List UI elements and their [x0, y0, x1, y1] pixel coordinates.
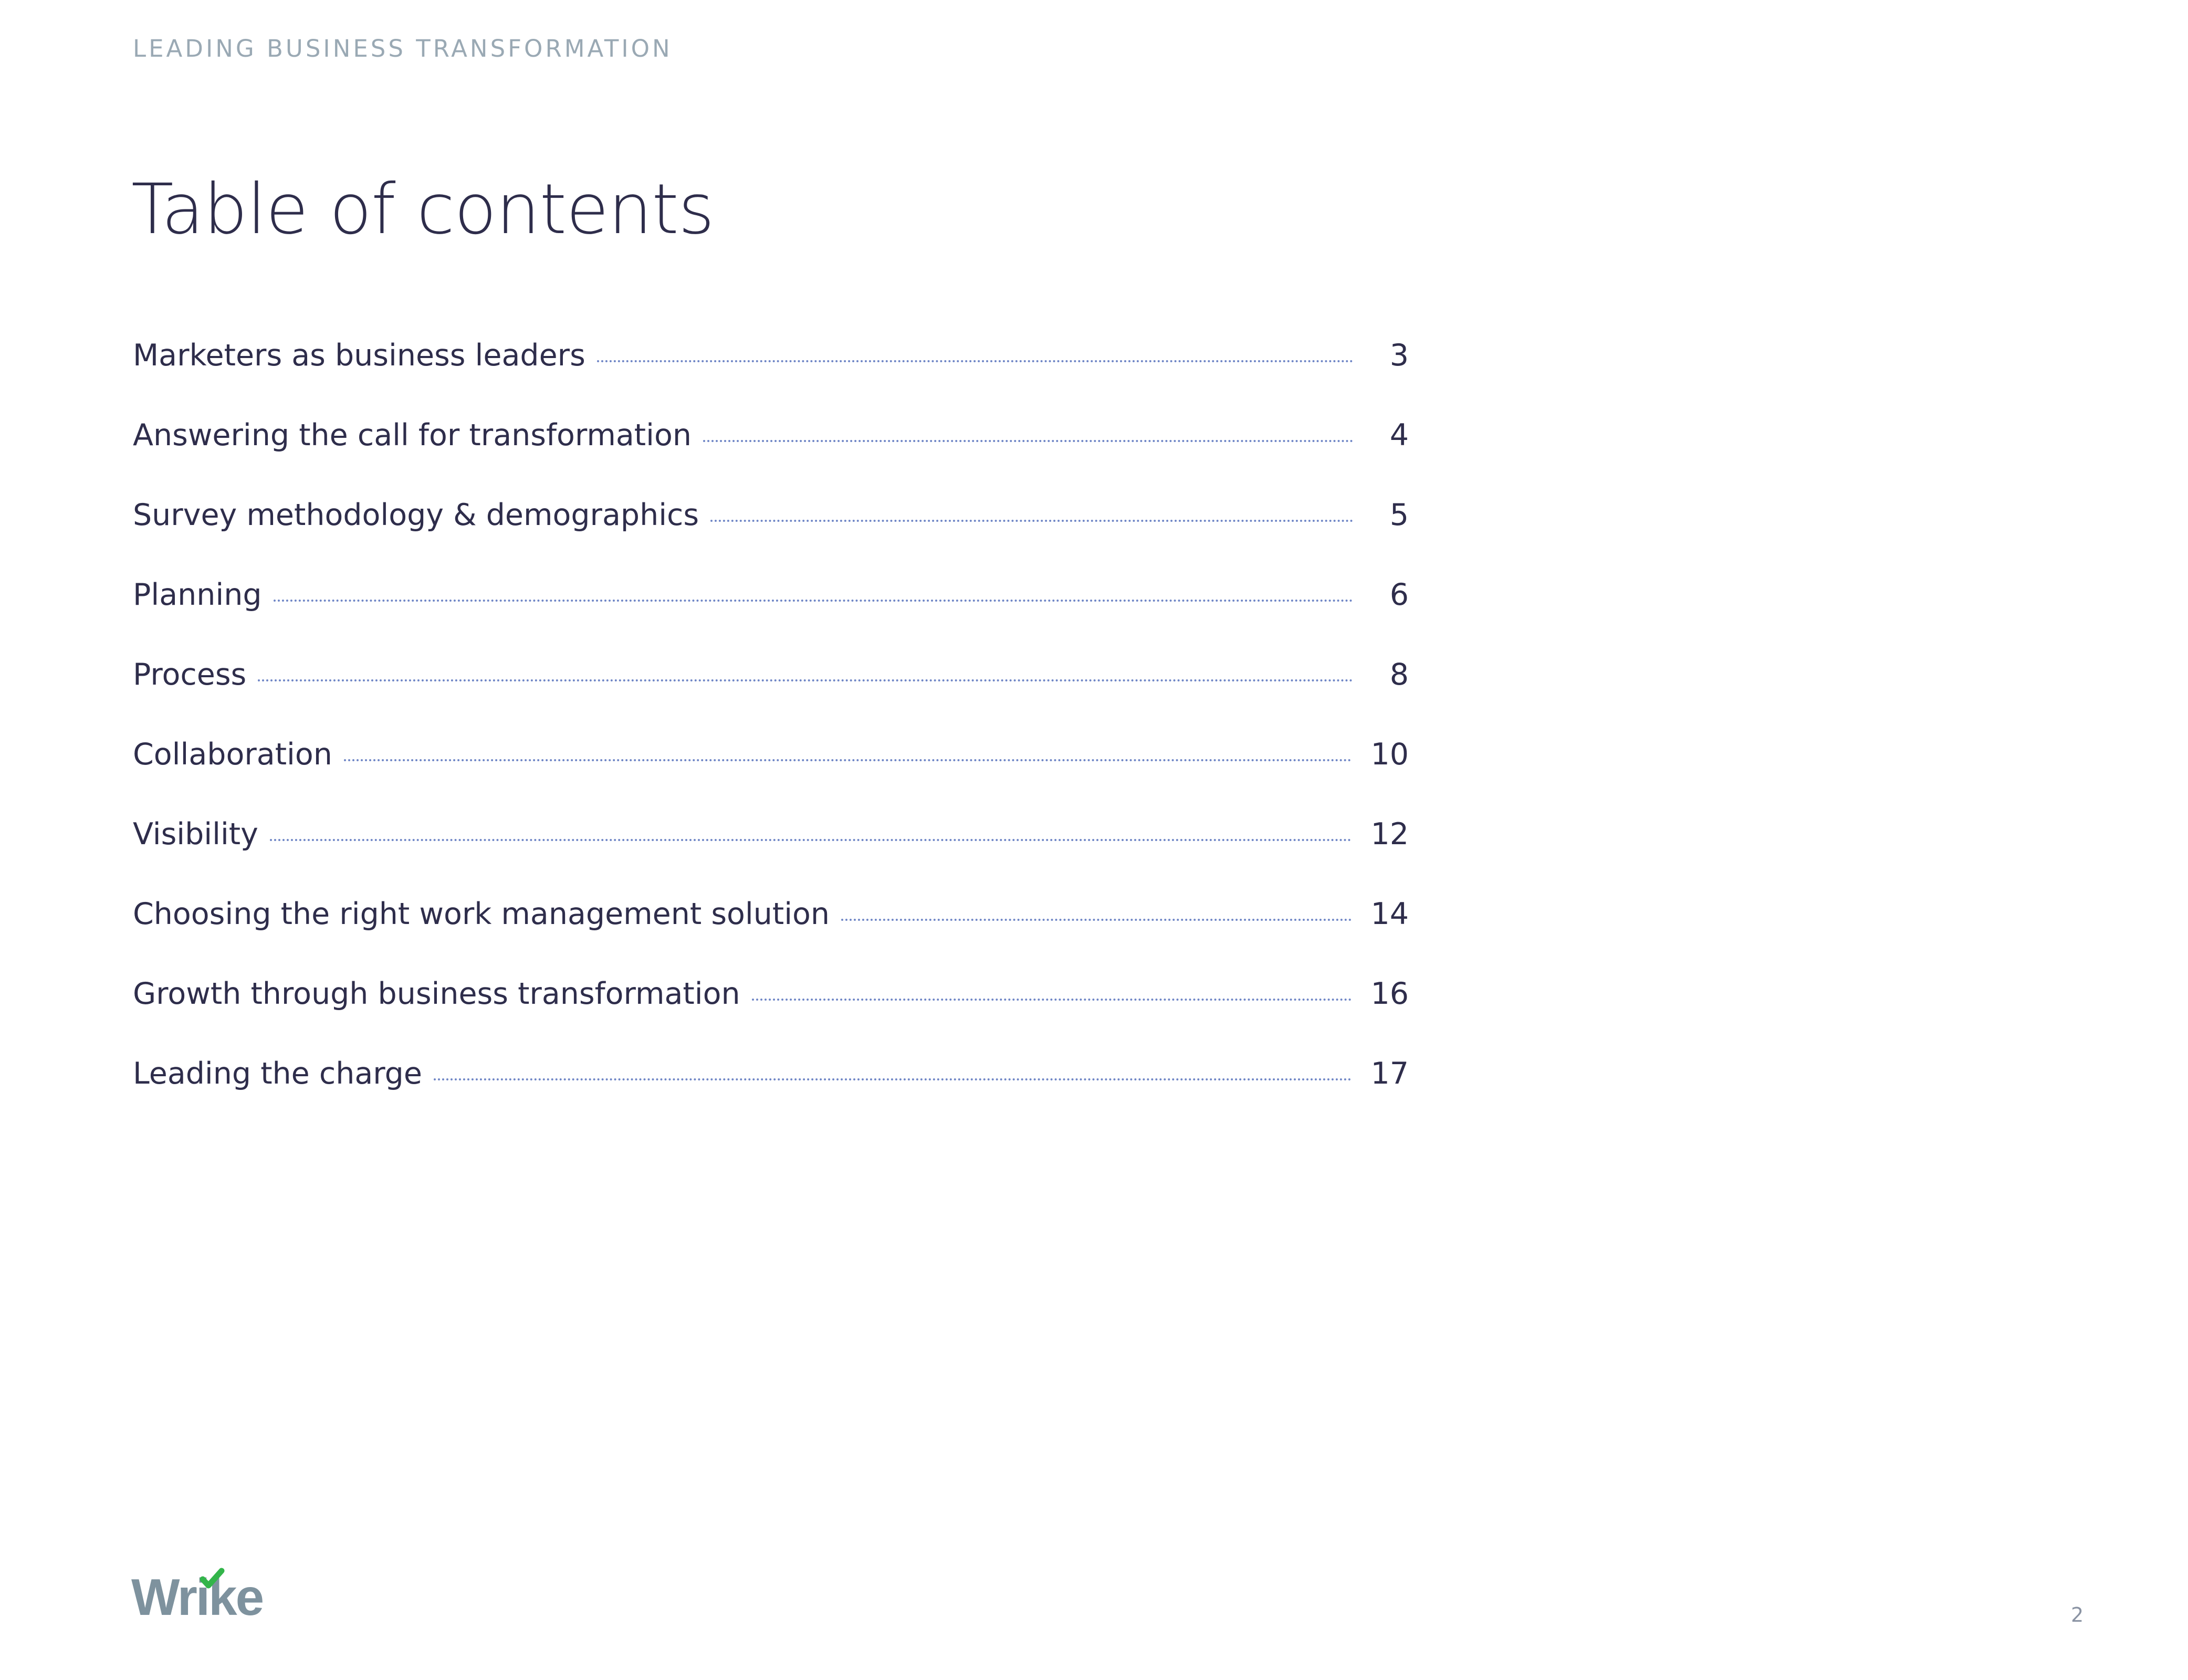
wrike-logo: [131, 1568, 273, 1626]
toc-dot-leader: [710, 520, 1353, 522]
toc-entry-title: Visibility: [133, 817, 258, 852]
toc-entry[interactable]: [133, 499, 1409, 579]
page-number: 2: [2071, 1603, 2084, 1626]
toc-page-number: 4: [1389, 418, 1409, 453]
running-header: LEADING BUSINESS TRANSFORMATION: [133, 35, 673, 62]
toc-entry-title: Choosing the right work management solution: [133, 897, 830, 931]
toc-dot-leader: [434, 1078, 1352, 1080]
toc-entry[interactable]: [133, 658, 1409, 738]
toc-page-number: 17: [1370, 1056, 1409, 1091]
toc-dot-leader: [703, 440, 1353, 442]
toc-entry-title: Growth through business transformation: [133, 976, 740, 1011]
toc-dot-leader: [752, 999, 1352, 1001]
toc-dot-leader: [270, 839, 1352, 841]
toc-entry-title: Process: [133, 657, 247, 692]
wrike-logo-mark: [131, 1568, 273, 1626]
toc-entry-title: Leading the charge: [133, 1056, 422, 1091]
toc-dot-leader: [841, 919, 1352, 921]
toc-entry[interactable]: [133, 1057, 1409, 1137]
toc-entry-title: Marketers as business leaders: [133, 338, 585, 373]
toc-page-number: 10: [1370, 737, 1409, 772]
toc-entry-title: Planning: [133, 578, 262, 612]
svg-text:Wrike: Wrike: [131, 1568, 263, 1626]
toc-entry[interactable]: [133, 978, 1409, 1057]
toc-entry[interactable]: [133, 738, 1409, 818]
toc-page-number: 14: [1370, 897, 1409, 931]
toc-entry[interactable]: [133, 898, 1409, 978]
toc-entry-title: Survey methodology & demographics: [133, 498, 699, 532]
toc-dot-leader: [258, 679, 1353, 681]
toc-entry[interactable]: [133, 818, 1409, 898]
toc-entry[interactable]: [133, 419, 1409, 499]
toc-entry-title: Answering the call for transformation: [133, 418, 692, 453]
toc-dot-leader: [344, 759, 1352, 761]
toc-page-number: 12: [1370, 817, 1409, 852]
table-of-contents: [133, 339, 1409, 1137]
toc-page-number: 16: [1370, 976, 1409, 1011]
toc-page-number: 3: [1389, 338, 1409, 373]
page-title: Table of contents: [131, 169, 714, 250]
toc-entry[interactable]: [133, 579, 1409, 658]
toc-page-number: 6: [1389, 578, 1409, 612]
toc-dot-leader: [597, 360, 1353, 362]
toc-page-number: 8: [1389, 657, 1409, 692]
toc-entry-title: Collaboration: [133, 737, 332, 772]
toc-page-number: 5: [1389, 498, 1409, 532]
toc-dot-leader: [274, 600, 1353, 602]
toc-entry[interactable]: [133, 339, 1409, 419]
